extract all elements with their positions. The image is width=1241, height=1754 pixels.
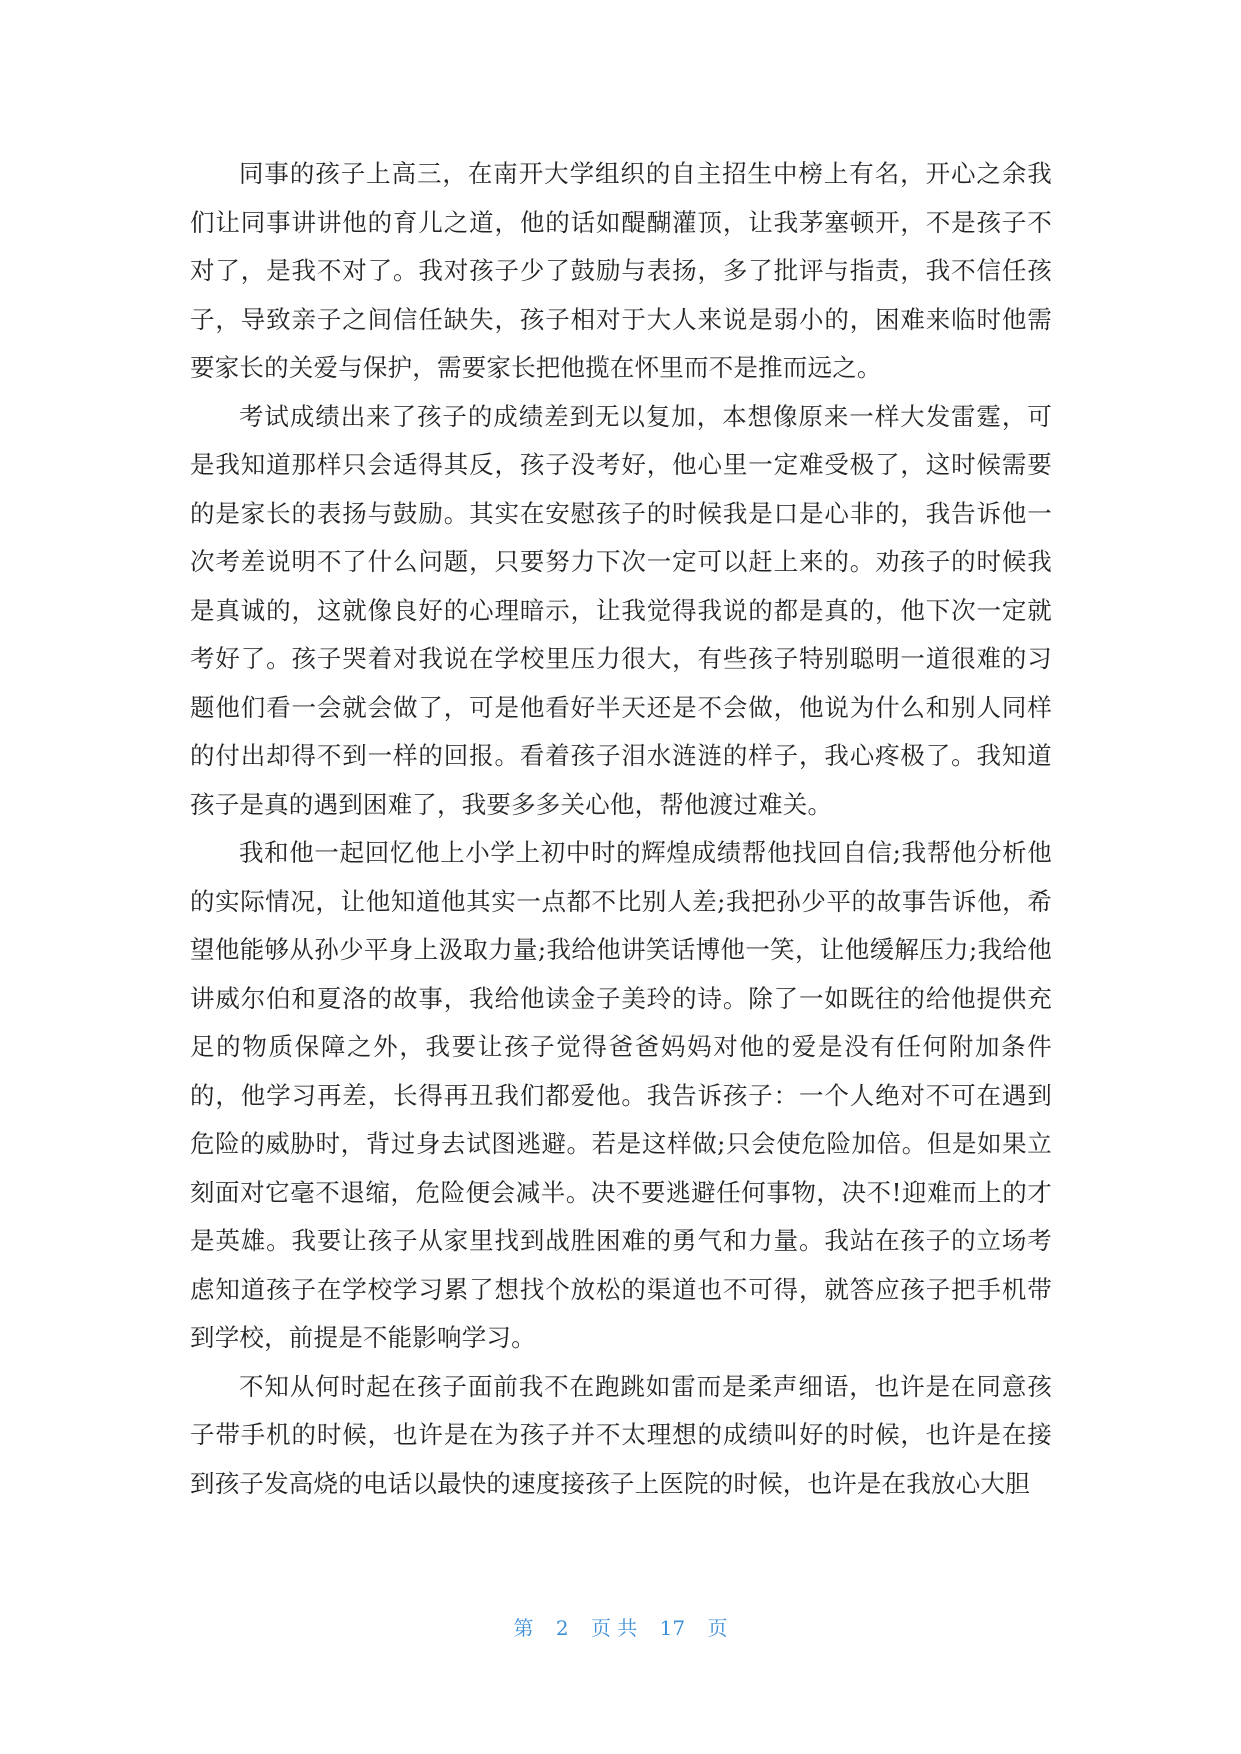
page-footer [0,1612,1241,1641]
paragraph-3: 我和他一起回忆他上小学上初中时的辉煌成绩帮他找回自信;我帮他分析他的实际情况，让他知道他其实一点都不比别人差;我把孙少平的故事告诉他，希望他能够从孙少平身上汲取力量;我给他讲笑话博他一笑，让他缓解压力;我给他讲威尔伯和夏洛的故事，我给他读金子美玲的诗。除了一如既往的给他提供充足的物质保障之外，我要让孩子觉得爸爸妈妈对他的爱是没有任何附加条件的，他学习再差，长得再丑我们都爱他。我告诉孩子：一个人绝对不可在遇到危险的威胁时，背过身去试图逃避。若是这样做;只会使危险加倍。但是如果立刻面对它毫不退缩，危险便会减半。决不要逃避任何事物，决不!迎难而上的才是英雄。我要让孩子从家里找到战胜困难的勇气和力量。我站在孩子的立场考虑知道孩子在学校学习累了想找个放松的渠道也不可得，就答应孩子把手机带到学校，前提是不能影响学习。 [190,838,1052,1352]
paragraph-4: 不知从何时起在孩子面前我不在跑跳如雷而是柔声细语，也许是在同意孩子带手机的时候，也许是在为孩子并不太理想的成绩叫好的时候，也许是在接到孩子发高烧的电话以最快的速度接孩子上医院的时候，也许是在我放心大胆 [190,1371,1052,1498]
paragraph-1: 同事的孩子上高三，在南开大学组织的自主招生中榜上有名，开心之余我们让同事讲讲他的育儿之道，他的话如醍醐灌顶，让我茅塞顿开，不是孩子不对了，是我不对了。我对孩子少了鼓励与表扬，多了批评与指责，我不信任孩子，导致亲子之间信任缺失，孩子相对于大人来说是弱小的，困难来临时他需要家长的关爱与保护，需要家长把他揽在怀里而不是推而远之。 [190,159,1052,382]
footer-middle: 页 共 [590,1616,638,1640]
footer-prefix: 第 [513,1616,534,1640]
footer-total-pages: 17 [659,1616,686,1640]
paragraph-2: 考试成绩出来了孩子的成绩差到无以复加，本想像原来一样大发雷霆，可是我知道那样只会适得其反，孩子没考好，他心里一定难受极了，这时候需要的是家长的表扬与鼓励。其实在安慰孩子的时候我是口是心非的，我告诉他一次考差说明不了什么问题，只要努力下次一定可以赶上来的。劝孩子的时候我是真诚的，这就像良好的心理暗示，让我觉得我说的都是真的，他下次一定就考好了。孩子哭着对我说在学校里压力很大，有些孩子特别聪明一道很难的习题他们看一会就会做了，可是他看好半天还是不会做，他说为什么和别人同样的付出却得不到一样的回报。看着孩子泪水涟涟的样子，我心疼极了。我知道孩子是真的遇到困难了，我要多多关心他，帮他渡过难关。 [190,401,1052,819]
body-text [190,150,1052,1508]
footer-suffix: 页 [707,1616,728,1640]
footer-current-page: 2 [555,1616,569,1640]
